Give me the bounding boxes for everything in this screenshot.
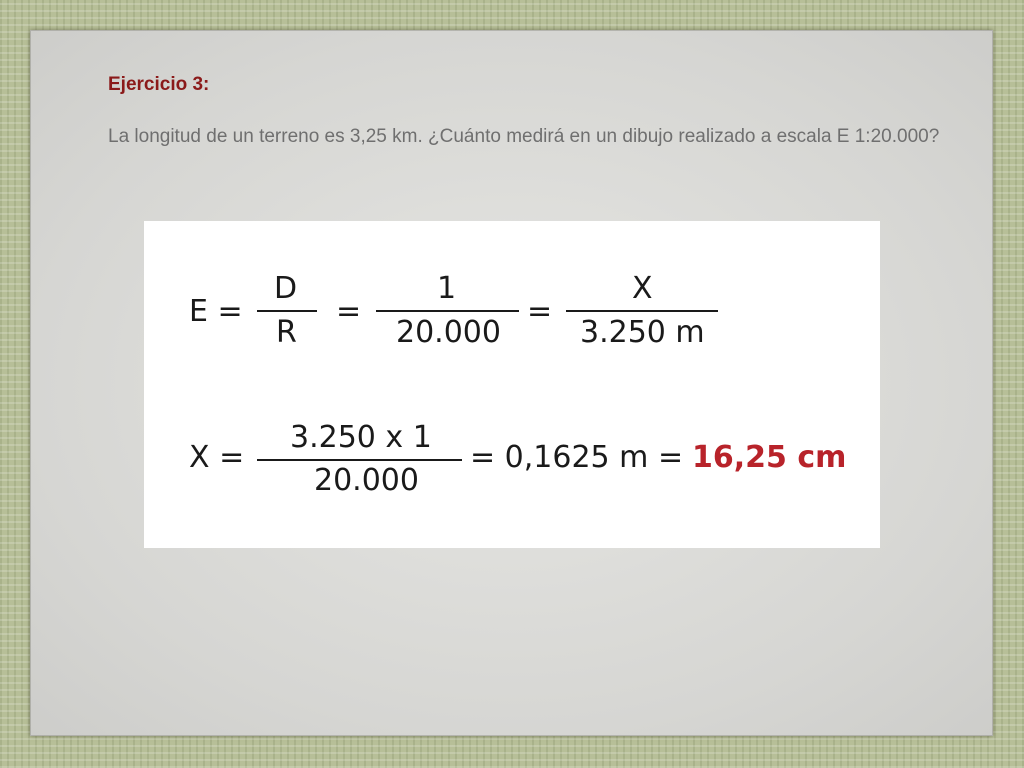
formula1-frac1-numerator: D (274, 271, 298, 306)
formula1-equals-2: = (527, 294, 553, 329)
formula1-equals-1: = (336, 294, 362, 329)
formula1-lhs: E = (189, 294, 243, 329)
formula1-frac1-denominator: R (276, 315, 297, 350)
formula1-frac2-numerator: 1 (437, 271, 457, 306)
formula2-numerator: 3.250 x 1 (290, 420, 432, 455)
exercise-heading: Ejercicio 3: (108, 74, 210, 95)
formula1-frac2-denominator: 20.000 (396, 315, 501, 350)
formula2-intermediate: = 0,1625 m = (470, 440, 684, 475)
formula2-fraction-line (257, 459, 462, 461)
formula2-result: 16,25 cm (692, 440, 847, 475)
formula1-frac3-numerator: X (632, 271, 653, 306)
formula1-frac2-line (376, 310, 519, 312)
formula2-denominator: 20.000 (314, 463, 419, 498)
formula1-frac3-denominator: 3.250 m (580, 315, 705, 350)
formula1-frac1-line (257, 310, 317, 312)
slide-card (30, 30, 993, 736)
formula-panel (144, 221, 880, 548)
formula1-frac3-line (566, 310, 718, 312)
problem-statement: La longitud de un terreno es 3,25 km. ¿Cuánto medirá en un dibujo realizado a escala E 1:20.000? (108, 126, 940, 147)
formula2-lhs: X = (189, 440, 245, 475)
